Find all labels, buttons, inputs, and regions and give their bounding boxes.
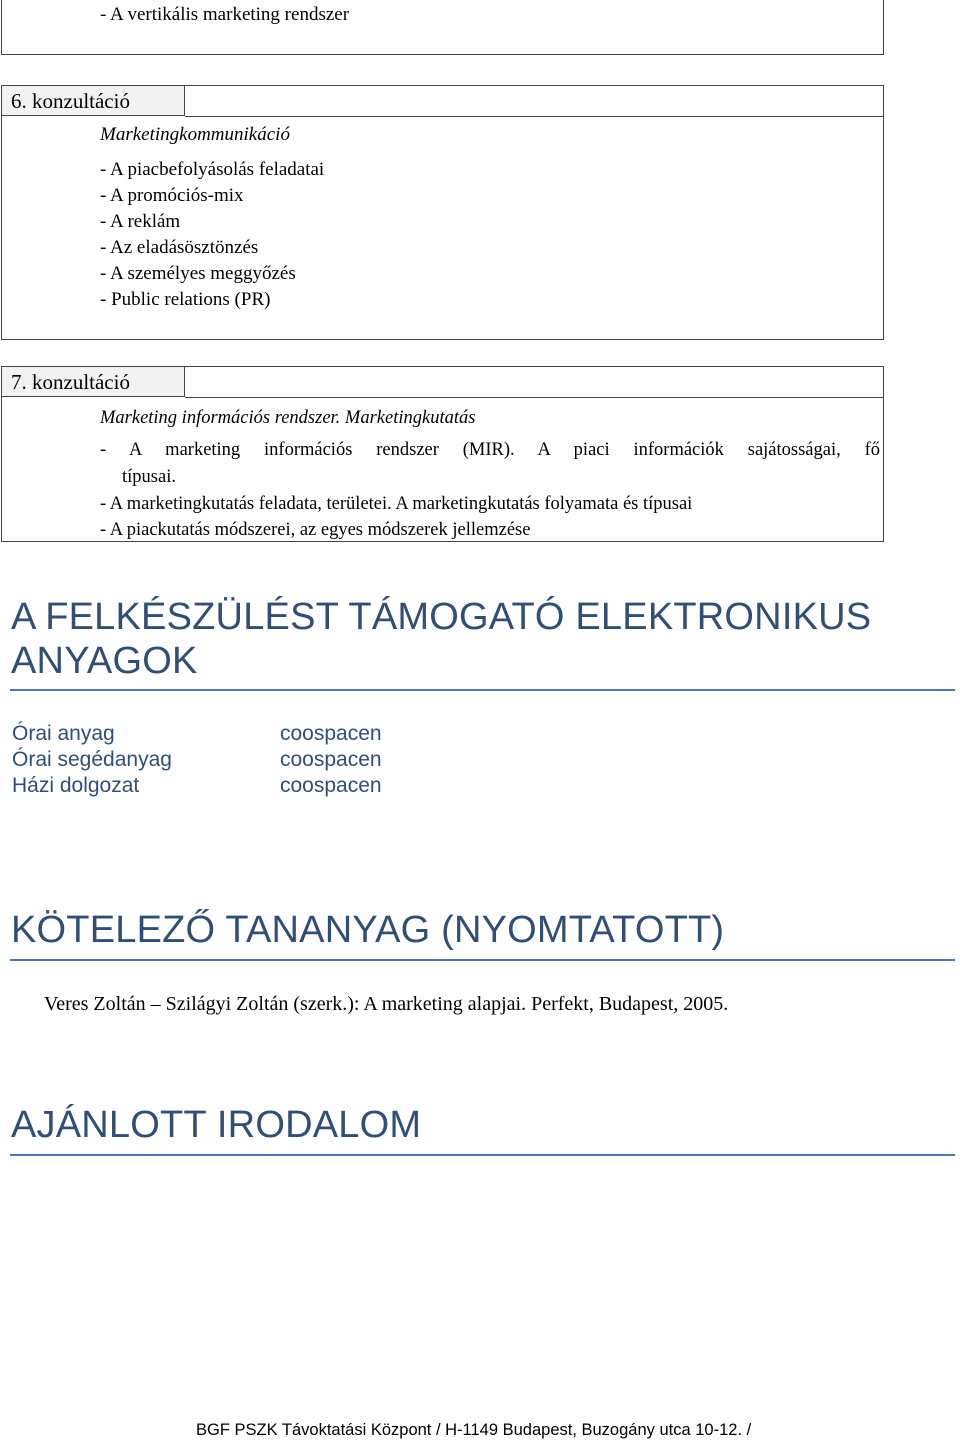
section-rule [10,1154,955,1156]
consultation-6-header: 6. konzultáció [2,86,185,116]
material-label: Házi dolgozat [12,774,140,797]
material-location: coospacen [280,774,382,797]
header-divider [185,397,883,398]
page-footer: BGF PSZK Távoktatási Központ / H-1149 Budapest, Buzogány utca 10-12. / [196,1421,752,1439]
consultation-7-header: 7. konzultáció [2,367,185,397]
list-item: - A vertikális marketing rendszer [100,4,350,25]
list-item: - A promóciós-mix [100,185,244,206]
list-item: - A reklám [100,211,181,232]
mandatory-reference: Veres Zoltán – Szilágyi Zoltán (szerk.): A marketing alapjai. Perfekt, Budapest, 2005. [44,993,729,1015]
material-location: coospacen [280,748,382,771]
consultation-6-block [1,85,884,340]
section-title-electronic: A FELKÉSZÜLÉST TÁMOGATÓ ELEKTRONIKUS [11,596,872,638]
list-item: - A személyes meggyőzés [100,263,296,284]
material-label: Órai anyag [12,722,115,745]
material-label: Órai segédanyag [12,748,172,771]
list-item: - A marketingkutatás feladata, területei. A marketingkutatás folyamata és típusai [100,494,693,514]
section-rule [10,689,955,691]
continued-table-cell [1,0,884,55]
section-rule [10,959,955,961]
section-title-recommended: AJÁNLOTT IRODALOM [11,1104,422,1146]
header-divider [185,116,883,117]
list-item-continuation: típusai. [122,467,176,487]
material-location: coospacen [280,722,382,745]
consultation-7-subject: Marketing információs rendszer. Marketingkutatás [100,408,476,428]
section-title-electronic-cont: ANYAGOK [11,640,198,682]
consultation-7-block [1,366,884,542]
list-item: - Public relations (PR) [100,289,271,310]
list-item: - A piackutatás módszerei, az egyes módszerek jellemzése [100,520,531,540]
list-item: - A marketing információs rendszer (MIR). A piaci információk sajátosságai, fő [100,440,880,460]
section-title-mandatory: KÖTELEZŐ TANANYAG (NYOMTATOTT) [11,909,725,951]
list-item: - Az eladásösztönzés [100,237,259,258]
consultation-6-subject: Marketingkommunikáció [100,124,290,145]
list-item: - A piacbefolyásolás feladatai [100,159,325,180]
